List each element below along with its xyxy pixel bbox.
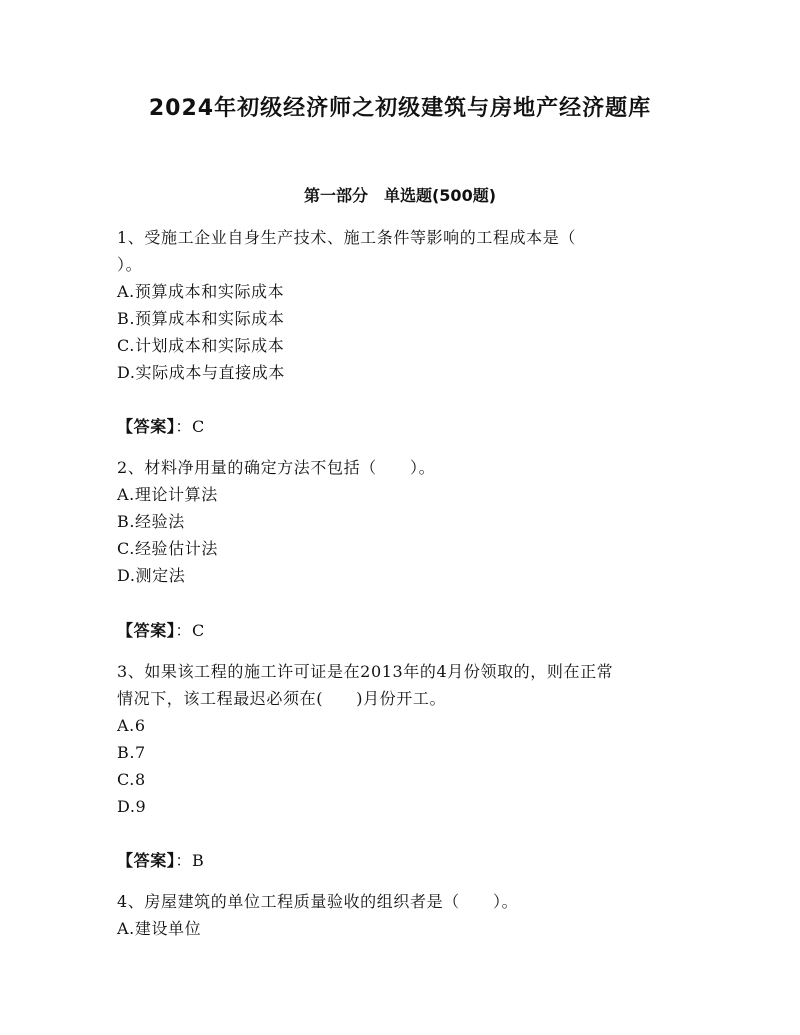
answer-value: ：B <box>175 851 205 870</box>
question-2-option-c: C.经验估计法 <box>117 539 218 558</box>
question-3-stem-line-1: 3、如果该工程的施工许可证是在2013年的4月份领取的，则在正常 <box>117 662 614 681</box>
question-1-option-d: D.实际成本与直接成本 <box>117 363 285 382</box>
question-4-option-a: A.建设单位 <box>117 919 202 938</box>
section-title: 第一部分 单选题(500题) <box>303 186 497 205</box>
question-2-answer <box>117 619 677 643</box>
question-2-option-b: B.经验法 <box>117 512 185 531</box>
document-title: 2024年初级经济师之初级建筑与房地产经济题库 <box>148 96 652 121</box>
question-3-stem-line-2: 情况下，该工程最迟必须在( )月份开工。 <box>117 689 447 708</box>
question-1-option-b: B.预算成本和实际成本 <box>117 309 285 328</box>
answer-value: ：C <box>175 621 205 640</box>
question-3-option-b: B.7 <box>117 743 146 762</box>
answer-label: 【答案】 <box>117 417 176 436</box>
question-1-stem-line-2: ）。 <box>117 255 143 274</box>
answer-value: ：C <box>175 417 205 436</box>
question-4-stem-line-1: 4、房屋建筑的单位工程质量验收的组织者是（ ）。 <box>117 892 519 911</box>
question-1-option-c: C.计划成本和实际成本 <box>117 336 285 355</box>
question-2-option-a: A.理论计算法 <box>117 485 218 504</box>
question-3-option-c: C.8 <box>117 770 146 789</box>
question-1-answer <box>117 415 677 439</box>
question-1-option-a: A.预算成本和实际成本 <box>117 282 285 301</box>
question-2-stem-line-1: 2、材料净用量的确定方法不包括（ ）。 <box>117 458 436 477</box>
question-3-option-a: A.6 <box>117 716 146 735</box>
question-3-answer <box>117 849 677 873</box>
answer-label: 【答案】 <box>117 851 176 870</box>
question-3-option-d: D.9 <box>117 797 147 816</box>
question-2-option-d: D.测定法 <box>117 566 186 585</box>
answer-label: 【答案】 <box>117 621 176 640</box>
question-1-stem-line-1: 1、受施工企业自身生产技术、施工条件等影响的工程成本是（ <box>117 228 576 247</box>
